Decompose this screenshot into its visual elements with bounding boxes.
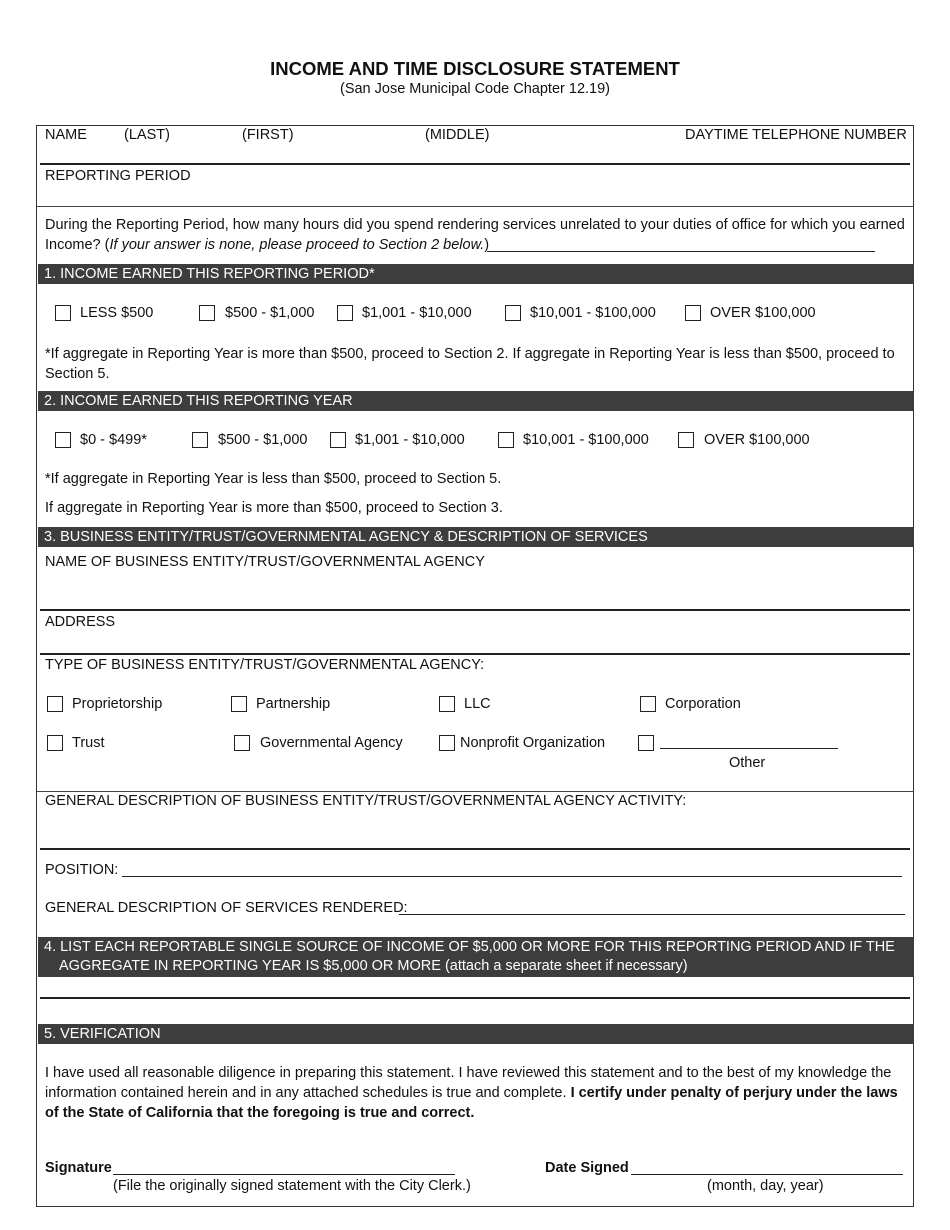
- section2-checkbox-1001-10000[interactable]: [330, 432, 346, 448]
- section2-checkbox-over-100000[interactable]: [678, 432, 694, 448]
- type-checkbox-governmental-agency[interactable]: [234, 735, 250, 751]
- phone-label: DAYTIME TELEPHONE NUMBER: [685, 127, 907, 143]
- date-signed-label: Date Signed: [545, 1160, 629, 1176]
- section2-note2: If aggregate in Reporting Year is more than $500, proceed to Section 3.: [45, 500, 503, 516]
- position-field[interactable]: [122, 876, 902, 877]
- section2-note1: *If aggregate in Reporting Year is less than $500, proceed to Section 5.: [45, 471, 502, 487]
- signature-field[interactable]: [113, 1174, 455, 1175]
- section2-checkbox-500-1000[interactable]: [192, 432, 208, 448]
- type-checkbox-other[interactable]: [638, 735, 654, 751]
- section1-option-label: $500 - $1,000: [225, 305, 315, 321]
- section1-option-label: $1,001 - $10,000: [362, 305, 472, 321]
- hours-question-line2: Income? (If your answer is none, please proceed to Section 2 below.): [45, 237, 490, 253]
- section2-option-label: $500 - $1,000: [218, 432, 308, 448]
- position-label: POSITION:: [45, 862, 119, 878]
- entity-type-option-label: Corporation: [665, 696, 741, 712]
- verification-text: I have used all reasonable diligence in preparing this statement. I have reviewed this statement and to the best of my knowledge the information contained herein and in any attached schedules is true and complete. I certify under penalty of perjury under the laws of the State of California that the foregoing is true and correct.: [45, 1065, 898, 1121]
- section3-header: 3. BUSINESS ENTITY/TRUST/GOVERNMENTAL AGENCY & DESCRIPTION OF SERVICES: [38, 527, 914, 547]
- section4-header-line1: 4. LIST EACH REPORTABLE SINGLE SOURCE OF INCOME OF $5,000 OR MORE FOR THIS REPORTING PERIOD AND IF THE: [44, 939, 895, 955]
- entity-type-option-label: Governmental Agency: [260, 735, 403, 751]
- income-source-field[interactable]: [40, 997, 910, 999]
- type-checkbox-trust[interactable]: [47, 735, 63, 751]
- hours-question-line1: During the Reporting Period, how many hours did you spend rendering services unrelated to your duties of office for which you earned: [45, 217, 905, 233]
- section2-option-label: $10,001 - $100,000: [523, 432, 649, 448]
- section4-header-line2: AGGREGATE IN REPORTING YEAR IS $5,000 OR MORE (attach a separate sheet if necessary): [59, 958, 688, 974]
- other-type-label: Other: [729, 755, 766, 771]
- entity-type-option-label: LLC: [464, 696, 491, 712]
- section2-option-label: $0 - $499*: [80, 432, 147, 448]
- entity-type-option-label: Trust: [72, 735, 105, 751]
- entity-type-option-label: Partnership: [256, 696, 331, 712]
- address-label: ADDRESS: [45, 614, 116, 630]
- services-description-label: GENERAL DESCRIPTION OF SERVICES RENDERED:: [45, 900, 408, 916]
- section1-option-label: OVER $100,000: [710, 305, 816, 321]
- entity-type-divider: [37, 791, 914, 792]
- section2-checkbox-0-499[interactable]: [55, 432, 71, 448]
- services-description-field[interactable]: [399, 914, 905, 915]
- hours-answer-field[interactable]: [487, 251, 875, 252]
- section2-header: 2. INCOME EARNED THIS REPORTING YEAR: [38, 391, 914, 411]
- form-subtitle: (San Jose Municipal Code Chapter 12.19): [339, 81, 610, 97]
- date-signed-field[interactable]: [631, 1174, 903, 1175]
- section2-option-label: $1,001 - $10,000: [355, 432, 465, 448]
- date-format-note: (month, day, year): [707, 1178, 824, 1194]
- section2-checkbox-10001-100000[interactable]: [498, 432, 514, 448]
- activity-description-field[interactable]: [40, 848, 910, 850]
- section1-option-label: $10,001 - $100,000: [530, 305, 656, 321]
- middle-name-label: (MIDDLE): [425, 127, 490, 143]
- section5-header: 5. VERIFICATION: [38, 1024, 914, 1044]
- section1-note: *If aggregate in Reporting Year is more than $500, proceed to Section 2. If aggregate in Reporting Year is less than $500, proceed to Section 5.: [45, 346, 895, 382]
- section1-header: 1. INCOME EARNED THIS REPORTING PERIOD*: [38, 264, 914, 284]
- name-field-line[interactable]: [40, 163, 910, 165]
- entity-type-option-label: Nonprofit Organization: [460, 735, 606, 751]
- type-checkbox-llc[interactable]: [439, 696, 455, 712]
- section1-checkbox-500-1000[interactable]: [199, 305, 215, 321]
- type-checkbox-corporation[interactable]: [640, 696, 656, 712]
- activity-description-label: GENERAL DESCRIPTION OF BUSINESS ENTITY/TRUST/GOVERNMENTAL AGENCY ACTIVITY:: [45, 793, 687, 809]
- address-field[interactable]: [40, 653, 910, 655]
- form-title: INCOME AND TIME DISCLOSURE STATEMENT: [270, 58, 680, 79]
- signature-label: Signature: [45, 1160, 112, 1176]
- section1-checkbox-10001-100000[interactable]: [505, 305, 521, 321]
- section1-checkbox-less-500[interactable]: [55, 305, 71, 321]
- business-name-field[interactable]: [40, 609, 910, 611]
- entity-type-option-label: Proprietorship: [72, 696, 163, 712]
- reporting-period-divider: [37, 206, 914, 207]
- entity-type-label: TYPE OF BUSINESS ENTITY/TRUST/GOVERNMENTAL AGENCY:: [45, 657, 485, 673]
- type-checkbox-proprietorship[interactable]: [47, 696, 63, 712]
- type-checkbox-nonprofit[interactable]: [439, 735, 455, 751]
- last-name-label: (LAST): [124, 127, 170, 143]
- reporting-period-label: REPORTING PERIOD: [45, 168, 191, 184]
- signature-note: (File the originally signed statement with the City Clerk.): [113, 1178, 471, 1194]
- section1-checkbox-1001-10000[interactable]: [337, 305, 353, 321]
- business-name-label: NAME OF BUSINESS ENTITY/TRUST/GOVERNMENTAL AGENCY: [45, 554, 485, 570]
- other-type-field[interactable]: [660, 748, 838, 749]
- section2-option-label: OVER $100,000: [704, 432, 810, 448]
- section1-checkbox-over-100000[interactable]: [685, 305, 701, 321]
- section1-option-label: LESS $500: [80, 305, 154, 321]
- first-name-label: (FIRST): [242, 127, 294, 143]
- type-checkbox-partnership[interactable]: [231, 696, 247, 712]
- section4-header: [38, 937, 914, 977]
- name-label: NAME: [45, 127, 87, 143]
